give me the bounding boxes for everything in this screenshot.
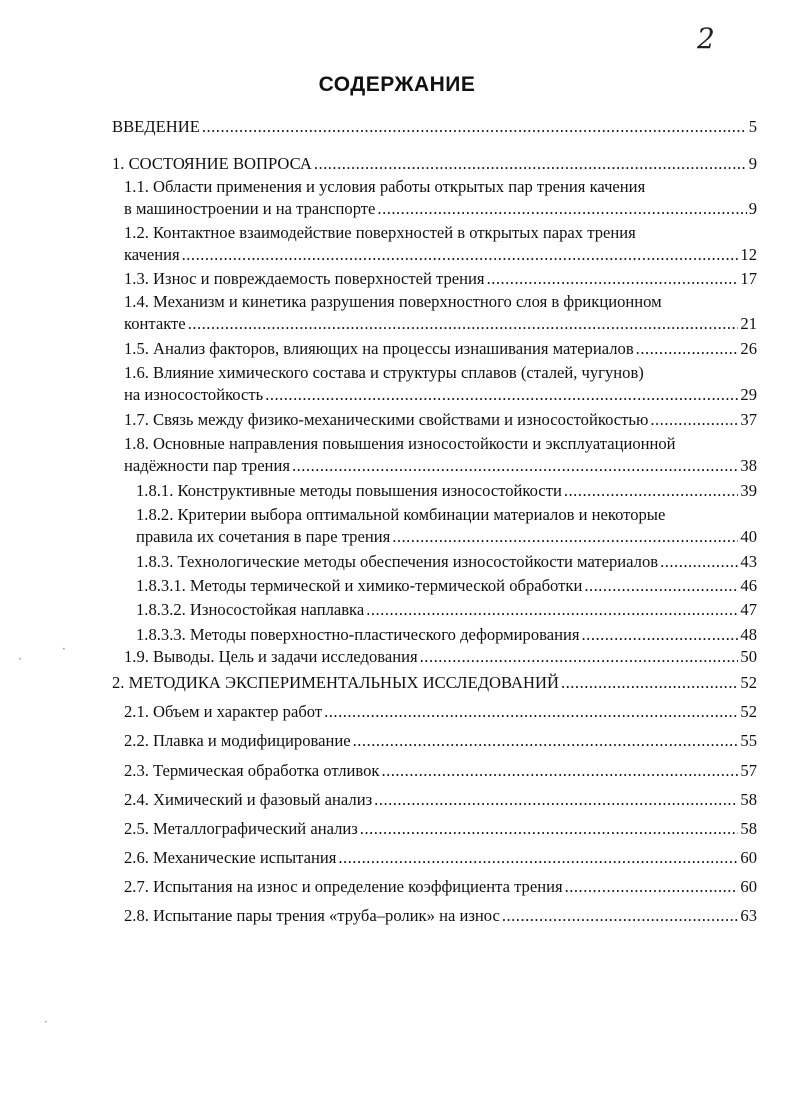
toc-entry-text: 2.5. Металлографический анализ <box>124 819 358 838</box>
toc-entry-page: 17 <box>740 269 757 288</box>
toc-entry-text: контакте <box>124 314 186 333</box>
toc-entry-text: 1.7. Связь между физико-механическими свойствами и износостойкостью <box>124 410 649 429</box>
toc-entry-1-2 <box>124 222 757 266</box>
toc-entry-2-8 <box>124 905 757 927</box>
toc-entry-first-line: 1.1. Области применения и условия работы открытых пар трения качения <box>124 177 646 196</box>
toc-entry-page: 63 <box>740 906 757 925</box>
toc-entry-text: 1.8.3. Технологические методы обеспечения износостойкости материалов <box>136 552 659 571</box>
scan-speck: · <box>18 652 22 666</box>
page-title: СОДЕРЖАНИЕ <box>318 73 476 96</box>
dot-leader <box>392 526 738 548</box>
toc-entry-1-1 <box>124 176 757 220</box>
dot-leader <box>420 646 739 668</box>
toc-entry-page: 40 <box>740 527 757 546</box>
toc-entry-first-line: 1.8. Основные направления повышения износостойкости и эксплуатационной <box>124 434 676 453</box>
toc-entry-1-7 <box>124 409 757 431</box>
toc-entry-first-line: 1.4. Механизм и кинетика разрушения поверхностного слоя в фрикционном <box>124 292 662 311</box>
dot-leader <box>202 116 747 138</box>
dot-leader <box>188 313 739 335</box>
dot-leader <box>360 818 739 840</box>
toc-entry-page: 43 <box>740 552 757 571</box>
toc-entry-page: 39 <box>740 481 757 500</box>
toc-entry-page: 46 <box>740 576 757 595</box>
toc-entry-text: правила их сочетания в паре трения <box>136 527 391 546</box>
scan-speck: · <box>62 642 66 656</box>
dot-leader <box>582 624 739 646</box>
toc-entry-chapter-2 <box>112 672 757 694</box>
scan-speck: · <box>44 1015 48 1029</box>
toc-entry-text: 2.7. Испытания на износ и определение коэффициента трения <box>124 877 563 896</box>
dot-leader <box>660 551 738 573</box>
toc-entry-page: 26 <box>740 339 757 358</box>
toc-entry-text: на износостойкость <box>124 385 264 404</box>
dot-leader <box>564 480 739 502</box>
dot-leader <box>565 876 739 898</box>
toc-entry-page: 55 <box>740 731 757 750</box>
toc-entry-page: 50 <box>740 647 757 666</box>
dot-leader <box>584 575 738 597</box>
toc-entry-page: 12 <box>740 245 757 264</box>
toc-entry-2-3 <box>124 760 757 782</box>
toc-entry-text: ВВЕДЕНИЕ <box>112 117 200 136</box>
toc-entry-text: 2.2. Плавка и модифицирование <box>124 731 351 750</box>
toc-entry-text: 2.4. Химический и фазовый анализ <box>124 790 373 809</box>
toc-entry-1-8-3-1 <box>136 575 757 597</box>
toc-entry-text: 1.8.1. Конструктивные методы повышения износостойкости <box>136 481 562 500</box>
toc-entry-1-8-3-2 <box>136 599 757 621</box>
toc-entry-page: 52 <box>740 673 757 692</box>
toc-entry-page: 52 <box>740 702 757 721</box>
dot-leader <box>374 789 738 811</box>
toc-entry-1-3 <box>124 268 757 290</box>
toc-entry-1-5 <box>124 338 757 360</box>
toc-entry-text: 1.8.3.3. Методы поверхностно-пластического деформирования <box>136 625 580 644</box>
dot-leader <box>324 701 738 723</box>
toc-entry-page: 58 <box>740 790 757 809</box>
toc-entry-page: 21 <box>740 314 757 333</box>
toc-entry-text: 2. МЕТОДИКА ЭКСПЕРИМЕНТАЛЬНЫХ ИССЛЕДОВАНИЙ <box>112 673 559 692</box>
dot-leader <box>314 153 747 175</box>
toc-entry-text: 1.8.3.1. Методы термической и химико-термической обработки <box>136 576 583 595</box>
toc-entry-text: качения <box>124 245 180 264</box>
dot-leader <box>366 599 738 621</box>
toc-entry-chapter-1 <box>112 153 757 175</box>
toc-entry-page: 38 <box>740 456 757 475</box>
toc-entry-text: 2.3. Термическая обработка отливок <box>124 761 380 780</box>
toc-entry-2-7 <box>124 876 757 898</box>
toc-entry-text: 1.5. Анализ факторов, влияющих на процессы изнашивания материалов <box>124 339 634 358</box>
handwritten-page-number: 2 <box>697 22 715 55</box>
toc-entry-page: 47 <box>740 600 757 619</box>
toc-entry-1-8 <box>124 433 757 477</box>
toc-entry-text: в машиностроении и на транспорте <box>124 199 376 218</box>
toc-entry-first-line: 1.8.2. Критерии выбора оптимальной комбинации материалов и некоторые <box>136 505 666 524</box>
toc-entry-page: 9 <box>748 154 757 173</box>
dot-leader <box>636 338 739 360</box>
toc-entry-2-2 <box>124 730 757 752</box>
dot-leader <box>292 455 738 477</box>
toc-entry-text: 2.1. Объем и характер работ <box>124 702 323 721</box>
toc-entry-page: 48 <box>740 625 757 644</box>
toc-entry-1-9 <box>124 646 757 668</box>
toc-entry-page: 58 <box>740 819 757 838</box>
toc-entry-text: 2.6. Механические испытания <box>124 848 337 867</box>
toc-entry-text: 1.3. Износ и повреждаемость поверхностей трения <box>124 269 485 288</box>
dot-leader <box>487 268 739 290</box>
toc-entry-1-8-3 <box>136 551 757 573</box>
toc-entry-page: 5 <box>748 117 757 136</box>
dot-leader <box>265 384 738 406</box>
toc-entry-2-6 <box>124 847 757 869</box>
toc-entry-page: 37 <box>740 410 757 429</box>
toc-entry-2-5 <box>124 818 757 840</box>
dot-leader <box>353 730 739 752</box>
dot-leader <box>377 198 746 220</box>
dot-leader <box>182 244 739 266</box>
toc-entry-page: 60 <box>740 848 757 867</box>
toc-entry-intro <box>112 116 757 138</box>
toc-entry-1-6 <box>124 362 757 406</box>
toc-entry-page: 57 <box>740 761 757 780</box>
toc-entry-1-8-3-3 <box>136 624 757 646</box>
toc-entry-text: надёжности пар трения <box>124 456 290 475</box>
toc-entry-1-8-2 <box>136 504 757 548</box>
toc-entry-page: 60 <box>740 877 757 896</box>
toc-entry-page: 29 <box>740 385 757 404</box>
toc-entry-1-4 <box>124 291 757 335</box>
dot-leader <box>650 409 738 431</box>
toc-entry-text: 1.9. Выводы. Цель и задачи исследования <box>124 647 418 666</box>
dot-leader <box>502 905 739 927</box>
dot-leader <box>561 672 738 694</box>
toc-entry-1-8-1 <box>136 480 757 502</box>
toc-entry-text: 1. СОСТОЯНИЕ ВОПРОСА <box>112 154 312 173</box>
dot-leader <box>338 847 738 869</box>
toc-entry-page: 9 <box>748 199 757 218</box>
toc-entry-2-4 <box>124 789 757 811</box>
dot-leader <box>381 760 738 782</box>
toc-entry-first-line: 1.6. Влияние химического состава и структуры сплавов (сталей, чугунов) <box>124 363 644 382</box>
toc-entry-first-line: 1.2. Контактное взаимодействие поверхностей в открытых парах трения <box>124 223 636 242</box>
toc-entry-text: 1.8.3.2. Износостойкая наплавка <box>136 600 365 619</box>
toc-entry-text: 2.8. Испытание пары трения «труба–ролик» на износ <box>124 906 500 925</box>
toc-entry-2-1 <box>124 701 757 723</box>
